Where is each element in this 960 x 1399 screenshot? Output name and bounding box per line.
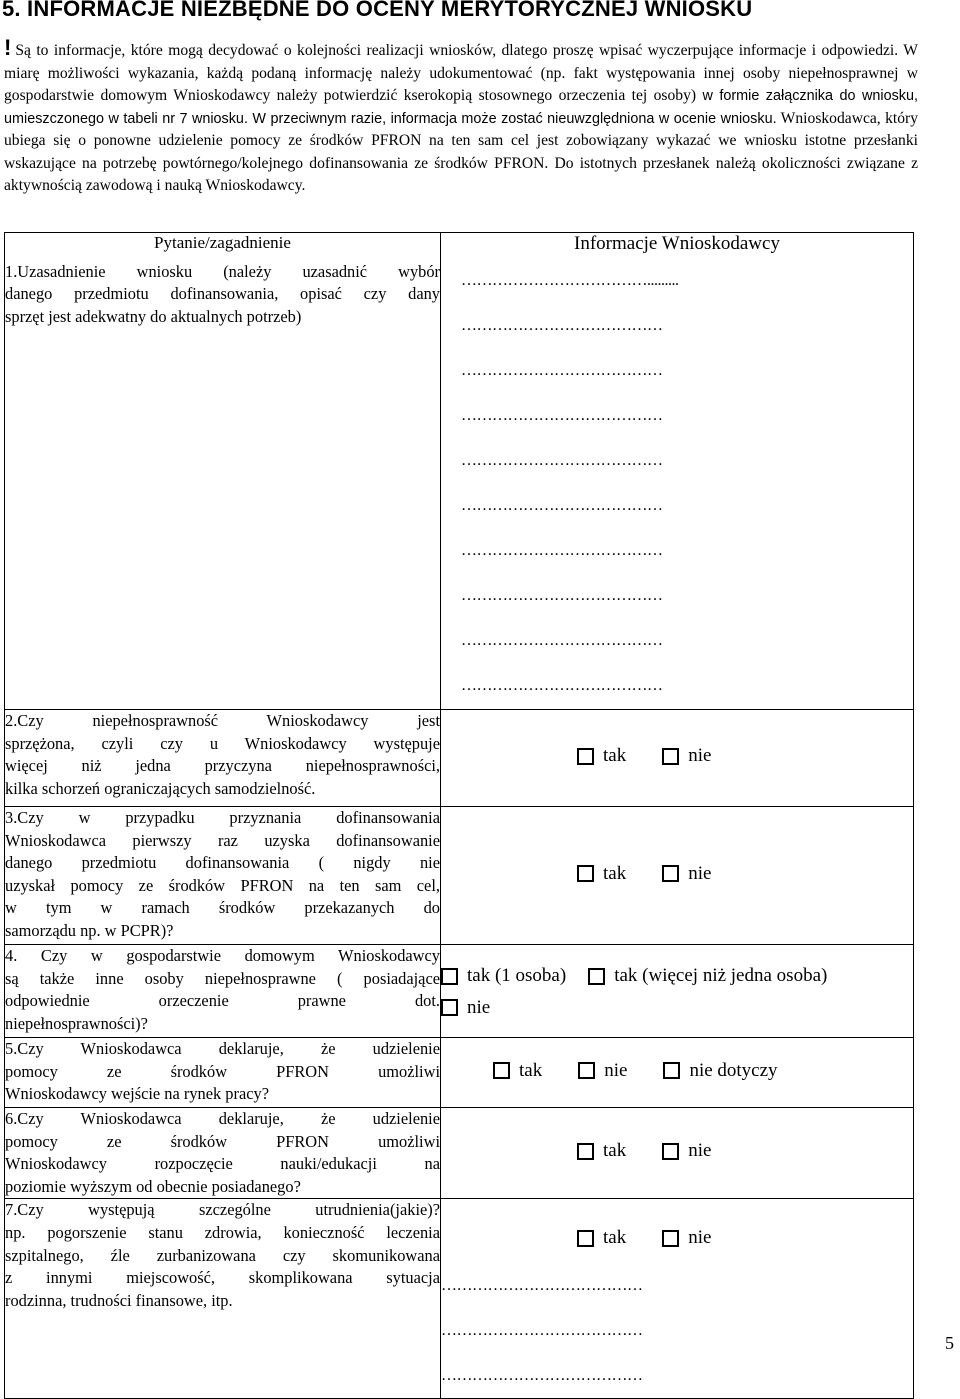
question-line: pomocy ze środków PFRON umożliwi [5, 1131, 440, 1151]
checkbox-icon[interactable] [441, 968, 458, 985]
intro-text-1: Są to informacje, które mogą decydować o kolejności realizacji wniosków, dlatego proszę wpisać wyczerpujące informacje i odpowiedzi. W miarę możliwości wykazania, każdą podaną informację należy udokumentować (np. fakt występowania innej osoby niepełnosprawnej w gospodarstwie domowym Wnioskodawcy należy potwierdzić kserokopią stosownego orzeczenia tej osoby) [4, 42, 918, 104]
question-line: kilka schorzeń ograniczających samodzielność. [5, 778, 316, 798]
option-label: tak (1 osoba) [467, 965, 567, 986]
question-q1 [5, 260, 441, 710]
question-line: 3.Czy w przypadku przyznania dofinansowania [5, 808, 440, 827]
question-line: Wnioskodawca pierwszy raz uzyska dofinansowanie [5, 830, 440, 850]
checkbox-icon[interactable] [662, 865, 679, 882]
option-label: nie [688, 1140, 712, 1162]
section-heading: 5. INFORMACJE NIEZBĘDNE DO OCENY MERYTORYCZNEJ WNIOSKU [2, 0, 753, 21]
answer-line[interactable]: ………………………………… [461, 632, 663, 649]
questions-table [4, 232, 914, 1399]
table-row-q6 [5, 1108, 914, 1199]
option-label: nie [604, 1059, 628, 1081]
question-line: poziomie wyższym od obecnie posiadanego? [5, 1176, 301, 1196]
checkbox-icon[interactable] [578, 1062, 595, 1079]
question-line: odpowiednie orzeczenie prawne dot. [5, 991, 440, 1011]
answer-cell-q7 [441, 1199, 914, 1399]
answer-line[interactable]: ………………………………… [461, 362, 663, 379]
checkbox-icon[interactable] [493, 1062, 510, 1079]
checkbox-option[interactable] [577, 863, 626, 885]
page-number: 5 [945, 1333, 954, 1353]
answer-line[interactable]: ………………………………… [461, 452, 663, 469]
checkbox-icon[interactable] [662, 1143, 679, 1160]
question-line: danego przedmiotu dofinansowania ( nigdy nie [5, 853, 440, 873]
checkbox-icon[interactable] [663, 1062, 680, 1079]
answer-line[interactable]: ………………………………… [461, 407, 663, 424]
table-row-q4 [5, 945, 914, 1038]
option-label: tak (więcej niż jedna osoba) [614, 965, 828, 986]
table-row-q7 [5, 1199, 914, 1399]
answer-lines-q1[interactable] [441, 258, 913, 708]
question-line: Wnioskodawcy wejście na rynek pracy? [5, 1084, 269, 1104]
option-label: nie dotyczy [689, 1059, 778, 1081]
checkbox-icon[interactable] [662, 1230, 679, 1247]
checkbox-option[interactable] [662, 745, 711, 767]
intro-text-3: Wnioskodawca, który ubiega się o ponowne udzielenie pomocy ze środków PFRON na ten sam cel jest zobowiązany wykazać we wniosku istotne przesłanki wskazujące na potrzebę powtórnego/kolejnego dofinansowania ze środków PFRON. [4, 109, 918, 172]
intro-paragraph [4, 35, 918, 198]
checkbox-icon[interactable] [577, 748, 594, 765]
question-line: danego przedmiotu dofinansowania, opisać czy dany [5, 284, 440, 304]
question-q3 [5, 807, 441, 945]
option-label: tak [519, 1059, 543, 1081]
header-question: Pytanie/zagadnienie [5, 233, 441, 260]
question-line: 5.Czy Wnioskodawca deklaruje, że udzielenie [5, 1039, 440, 1058]
question-q2 [5, 710, 441, 807]
question-line: 6.Czy Wnioskodawca deklaruje, że udzielenie [5, 1109, 440, 1128]
checkbox-icon[interactable] [577, 1230, 594, 1247]
question-q4 [5, 945, 441, 1038]
question-line: rodzinna, trudności finansowe, itp. [5, 1290, 233, 1310]
question-q6 [5, 1108, 441, 1199]
answer-line[interactable]: ………………………………… [461, 587, 663, 604]
checkbox-option[interactable] [662, 863, 711, 885]
option-label: nie [688, 1227, 712, 1249]
question-line: sprzęt jest adekwatny do aktualnych potrzeb) [5, 306, 302, 326]
header-answer: Informacje Wnioskodawcy [574, 233, 780, 254]
checkbox-option[interactable] [577, 1227, 626, 1249]
answer-line[interactable]: ………………………………… [441, 1366, 643, 1384]
table-header-row [5, 233, 914, 260]
question-line: 4. Czy w gospodarstwie domowym Wnioskodawcy [5, 946, 440, 965]
option-label: tak [603, 862, 627, 884]
options-q4 [441, 945, 914, 1038]
checkbox-option[interactable] [493, 1060, 542, 1082]
option-label: tak [603, 745, 627, 767]
exclamation-icon: ! [4, 35, 12, 60]
answer-line[interactable]: ………………………………......... [461, 272, 679, 289]
intro-text-4: Do istotnych przesłanek należą okoliczności związane z aktywnością zawodową i nauką Wnioskodawcy. [4, 154, 918, 194]
checkbox-icon[interactable] [577, 1143, 594, 1160]
checkbox-icon[interactable] [588, 968, 605, 985]
options-q5 [441, 1038, 914, 1108]
checkbox-option[interactable] [663, 1060, 777, 1082]
question-q5 [5, 1038, 441, 1108]
options-q2 [441, 710, 914, 807]
answer-line[interactable]: ………………………………… [441, 1276, 643, 1294]
question-line: samorządu np. w PCPR)? [5, 920, 174, 940]
option-label: nie [688, 862, 712, 884]
question-line: 2.Czy niepełnosprawność Wnioskodawcy jest [5, 711, 440, 730]
table-row-q2 [5, 710, 914, 807]
answer-line[interactable]: ………………………………… [461, 317, 663, 334]
question-line: np. pogorszenie stanu zdrowia, konieczność leczenia [5, 1222, 440, 1242]
intro-text-2: w formie załącznika do wniosku, umieszczonego w tabeli nr 7 wniosku. W przeciwnym razie, informacja może zostać nieuwzględniona w ocenie wniosku. [4, 88, 918, 127]
question-line: w tym w ramach środków przekazanych do [5, 898, 440, 918]
question-line: uzyskał pomocy ze środków PFRON na ten sam cel, [5, 875, 440, 895]
checkbox-option[interactable] [441, 965, 566, 987]
option-label: nie [467, 996, 491, 1018]
answer-line[interactable]: ………………………………… [461, 497, 663, 514]
question-line: 7.Czy występują szczególne utrudnienia(jakie)? [5, 1200, 440, 1220]
answer-line[interactable]: ………………………………… [441, 1321, 643, 1339]
checkbox-icon[interactable] [441, 999, 458, 1016]
question-line: 1.Uzasadnienie wniosku (należy uzasadnić wybór [5, 261, 440, 281]
answer-lines-q7[interactable] [441, 1263, 913, 1398]
answer-line[interactable]: ………………………………… [461, 542, 663, 559]
options-q3 [441, 807, 914, 945]
checkbox-option[interactable] [577, 1140, 626, 1162]
question-line: z innymi miejscowość, skomplikowana sytuacja [5, 1268, 440, 1288]
options-q6 [441, 1108, 914, 1199]
question-line: są także inne osoby niepełnosprawne ( posiadające [5, 968, 440, 988]
checkbox-option[interactable] [577, 745, 626, 767]
checkbox-icon[interactable] [577, 865, 594, 882]
table-row-q3 [5, 807, 914, 945]
checkbox-option[interactable] [662, 1227, 711, 1249]
table-row-q5 [5, 1038, 914, 1108]
option-label: nie [688, 745, 712, 767]
question-line: więcej niż jedna przyczyna niepełnosprawności, [5, 756, 440, 776]
option-label: tak [603, 1227, 627, 1249]
question-line: szpitalnego, źle zurbanizowana czy skomunikowana [5, 1245, 440, 1265]
question-line: Wnioskodawcy rozpoczęcie nauki/edukacji na [5, 1154, 440, 1174]
checkbox-option[interactable] [588, 965, 827, 987]
checkbox-option[interactable] [662, 1140, 711, 1162]
question-line: pomocy ze środków PFRON umożliwi [5, 1061, 440, 1081]
options-q7 [441, 1227, 913, 1253]
checkbox-icon[interactable] [662, 748, 679, 765]
checkbox-option[interactable] [441, 997, 490, 1019]
option-label: tak [603, 1140, 627, 1162]
answer-cell-q1 [441, 233, 914, 710]
question-line: sprzężona, czyli czy u Wnioskodawcy występuje [5, 733, 440, 753]
answer-line[interactable]: ………………………………… [461, 677, 663, 694]
question-q7 [5, 1199, 441, 1399]
checkbox-option[interactable] [578, 1060, 627, 1082]
question-line: niepełnosprawności)? [5, 1013, 148, 1033]
